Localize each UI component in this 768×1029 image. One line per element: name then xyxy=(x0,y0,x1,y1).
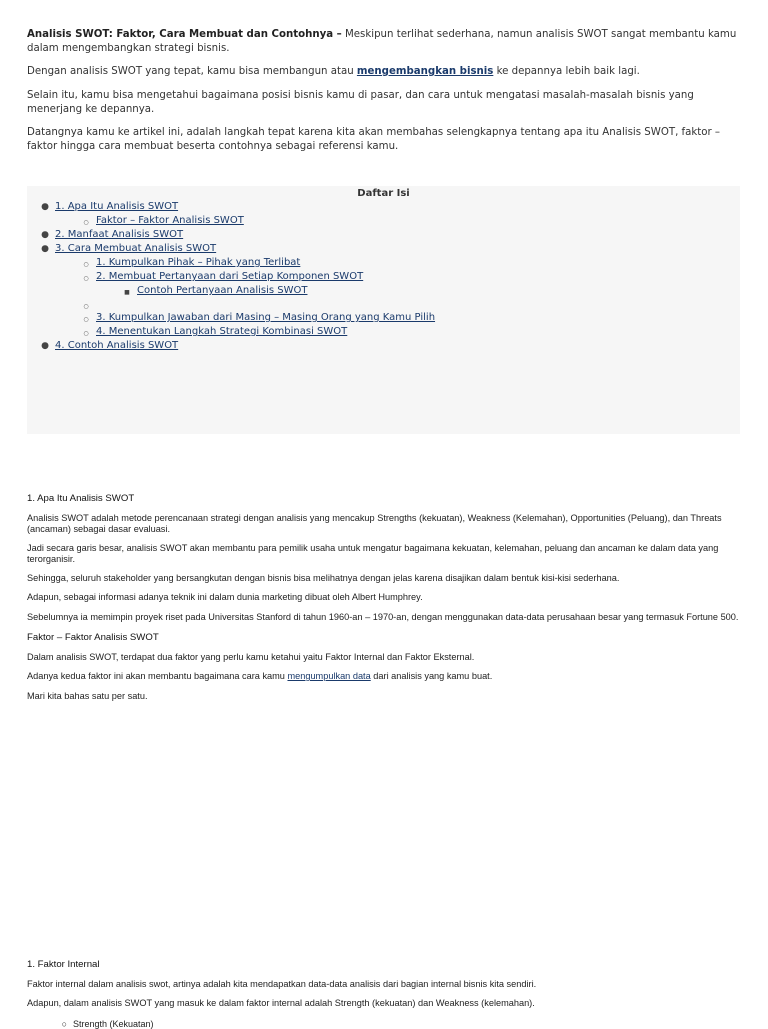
intro-text-1: Meskipun terlihat sederhana, namun analisis SWOT sangat membantu kamu dalam mengembangkan strategi bisnis. xyxy=(27,29,737,54)
circle-bullet-icon: ○ xyxy=(83,219,89,226)
toc-item-cara-membuat[interactable] xyxy=(41,243,217,255)
toc-title: Daftar Isi xyxy=(357,188,410,199)
table-of-contents xyxy=(27,186,740,434)
disc-bullet-icon: ● xyxy=(41,202,49,212)
article-paragraph: Analisis SWOT adalah metode perencanaan strategi dengan analisis yang mencakup Strengths (kekuatan), Weakness (Kelemahan), Opportunities (Peluang), dan Threats (ancaman) sebagai dasar evaluasi. xyxy=(27,513,722,534)
section-heading-faktor: Faktor – Faktor Analisis SWOT xyxy=(27,632,159,643)
intro-title: Analisis SWOT: Faktor, Cara Membuat dan Contohnya – xyxy=(27,29,342,40)
toc-item-membuat-pertanyaan[interactable] xyxy=(83,271,364,283)
cut-off-list-item xyxy=(27,1019,154,1029)
article-paragraph: Faktor internal dalam analisis swot, artinya adalah kita mendapatkan data-data analisis dari bagian internal bisnis kita sendiri. xyxy=(27,979,537,989)
article-paragraph: Jadi secara garis besar, analisis SWOT akan membantu para pemilik usaha untuk mengatur bagaimana kekuatan, kelemahan, peluang dan ancaman ke dalam data yang terorganisir. xyxy=(27,543,719,564)
toc-link[interactable]: Faktor – Faktor Analisis SWOT xyxy=(96,215,244,226)
intro-text-3: Selain itu, kamu bisa mengetahui bagaimana posisi bisnis kamu di pasar, dan cara untuk mengatasi masalah-masalah bisnis yang menerjang ke depannya. xyxy=(27,90,694,115)
toc-link[interactable]: 4. Contoh Analisis SWOT xyxy=(55,340,179,351)
toc-item-manfaat[interactable] xyxy=(41,229,184,241)
circle-bullet-icon: ○ xyxy=(61,1019,67,1029)
intro-text-4: Datangnya kamu ke artikel ini, adalah langkah tepat karena kita akan membahas selengkapnya tentang apa itu Analisis SWOT, faktor – faktor hingga cara membuat beserta contohnya sebagai referensi kamu. xyxy=(27,127,721,152)
toc-link[interactable]: 4. Menentukan Langkah Strategi Kombinasi SWOT xyxy=(96,326,348,337)
toc-link[interactable]: 1. Kumpulkan Pihak – Pihak yang Terlibat xyxy=(96,257,301,268)
list-item-text: Strength (Kekuatan) xyxy=(73,1019,154,1029)
toc-item-menentukan-langkah[interactable] xyxy=(83,326,348,338)
intro-paragraph-1 xyxy=(27,28,739,55)
article-text: Adanya kedua faktor ini akan membantu bagaimana cara kamu xyxy=(27,671,288,681)
article-paragraph: Sebelumnya ia memimpin proyek riset pada Universitas Stanford di tahun 1960-an – 1970-an, dengan menggunakan data-data perusahaan besar yang termasuk Fortune 500. xyxy=(27,612,739,622)
link-mengembangkan-bisnis[interactable]: mengembangkan bisnis xyxy=(356,66,494,77)
circle-bullet-icon: ○ xyxy=(83,303,89,310)
section-heading-apa-itu: 1. Apa Itu Analisis SWOT xyxy=(27,493,135,504)
article-paragraph: Adapun, sebagai informasi adanya teknik ini dalam dunia marketing dibuat oleh Albert Humphrey. xyxy=(27,592,423,602)
toc-item-contoh-pertanyaan[interactable] xyxy=(124,285,308,297)
square-bullet-icon: ■ xyxy=(124,289,130,296)
disc-bullet-icon: ● xyxy=(41,244,49,254)
disc-bullet-icon: ● xyxy=(41,230,49,240)
toc-item-faktor[interactable] xyxy=(83,215,244,227)
link-mengumpulkan-data[interactable]: mengumpulkan data xyxy=(287,671,371,681)
toc-item-contoh-analisis[interactable] xyxy=(41,340,179,352)
intro-paragraph-4 xyxy=(27,126,739,153)
toc-link[interactable]: 2. Manfaat Analisis SWOT xyxy=(55,229,184,240)
intro-text-2b: ke depannya lebih baik lagi. xyxy=(493,66,640,77)
toc-link[interactable]: Contoh Pertanyaan Analisis SWOT xyxy=(137,285,308,296)
intro-paragraph-3 xyxy=(27,89,739,116)
article-paragraph: Dalam analisis SWOT, terdapat dua faktor yang perlu kamu ketahui yaitu Faktor Internal dan Faktor Eksternal. xyxy=(27,652,475,662)
toc-link[interactable]: 3. Cara Membuat Analisis SWOT xyxy=(55,243,217,254)
intro-paragraph-2 xyxy=(27,65,739,79)
toc-item-apa-itu[interactable] xyxy=(41,201,179,213)
article-paragraph-with-link xyxy=(27,671,742,682)
toc-link[interactable]: 3. Kumpulkan Jawaban dari Masing – Masing Orang yang Kamu Pilih xyxy=(96,312,436,323)
circle-bullet-icon: ○ xyxy=(83,261,89,268)
circle-bullet-icon: ○ xyxy=(83,330,89,337)
intro-text-2a: Dengan analisis SWOT yang tepat, kamu bisa membangun atau xyxy=(27,66,357,77)
toc-item-kumpulkan-pihak[interactable] xyxy=(83,257,301,269)
toc-item-kumpulkan-jawaban[interactable] xyxy=(83,312,436,324)
article-paragraph: Sehingga, seluruh stakeholder yang bersangkutan dengan bisnis bisa melihatnya dengan jelas karena disajikan dalam bentuk kisi-kisi sederhana. xyxy=(27,573,620,583)
circle-bullet-icon: ○ xyxy=(83,316,89,323)
toc-link[interactable]: 2. Membuat Pertanyaan dari Setiap Komponen SWOT xyxy=(96,271,364,282)
disc-bullet-icon: ● xyxy=(41,341,49,351)
article-paragraph: Mari kita bahas satu per satu. xyxy=(27,691,148,701)
article-text: dari analisis yang kamu buat. xyxy=(370,671,493,681)
circle-bullet-icon: ○ xyxy=(83,275,89,282)
article-paragraph: Adapun, dalam analisis SWOT yang masuk ke dalam faktor internal adalah Strength (kekuatan) dan Weakness (kelemahan). xyxy=(27,998,535,1008)
section-heading-faktor-internal: 1. Faktor Internal xyxy=(27,959,100,970)
toc-link[interactable]: 1. Apa Itu Analisis SWOT xyxy=(55,201,179,212)
